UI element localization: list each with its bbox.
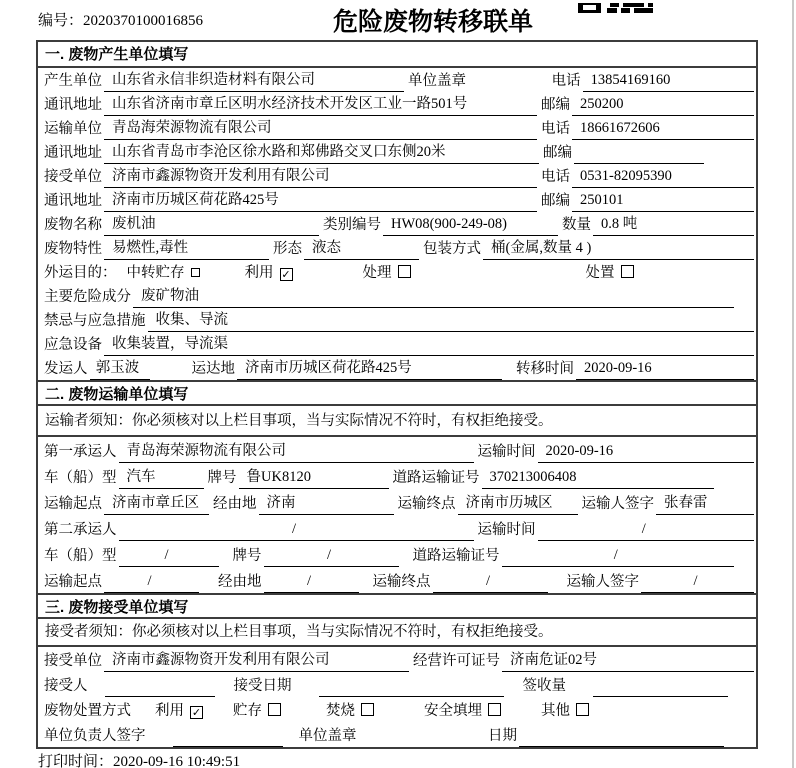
route-origin-label: 运输起点: [44, 496, 102, 512]
road-permit-value: 370213006408: [482, 469, 715, 489]
purpose-option-utilize-label: 利用: [244, 265, 274, 281]
checkbox-dispose: [621, 265, 634, 278]
producer-unit-value: 山东省永信非织造材料有限公司: [104, 68, 404, 92]
producer-zip-value: 250200: [572, 96, 754, 116]
route-dest-label-2: 运输终点: [372, 574, 431, 590]
hazard-component-row: [38, 284, 756, 308]
transporter-zip-value: [574, 161, 704, 164]
second-route-row: [38, 567, 756, 593]
disposal-option-incinerate: [326, 699, 374, 722]
route-dest-value: 济南市历城区: [458, 491, 578, 515]
shipper-row: [38, 356, 756, 380]
transporter-address-label: 通讯地址: [44, 145, 102, 161]
print-time: [38, 750, 240, 768]
vehicle-type-label-2: 车（船）型: [44, 548, 117, 564]
purpose-option-treat-label: 处理: [362, 265, 392, 281]
waste-name-value: 废机油: [104, 212, 319, 236]
carrier-sign-label-2: 运输人签字: [566, 574, 639, 590]
carrier-sign-label: 运输人签字: [581, 496, 654, 512]
destination-value: 济南市历城区荷花路425号: [237, 356, 502, 380]
transporter-address-row: [38, 140, 756, 164]
receiver-notice: 接受者须知：你必须核对以上栏目事项，当与实际情况不符时，有权拒绝接受。: [38, 619, 756, 647]
section-producer-title: 一. 废物产生单位填写: [38, 42, 756, 68]
route-via-label: 经由地: [213, 496, 257, 512]
purpose-option-dispose-label: 处置: [585, 265, 615, 281]
purpose-option-utilize: [245, 261, 293, 284]
section-transporter-title: 二. 废物运输单位填写: [38, 380, 756, 406]
disposal-option-incinerate-label: 焚烧: [326, 703, 355, 719]
transporter-phone-value: 18661672606: [572, 120, 754, 140]
section-producer: [38, 42, 756, 380]
license-value: 济南危证02号: [502, 648, 754, 672]
route-dest-value-2: /: [433, 573, 548, 593]
road-permit-label: 道路运输证号: [392, 470, 480, 486]
recipient-value: [105, 694, 215, 697]
disposal-option-store-label: 贮存: [233, 703, 262, 719]
route-via-value: 济南: [259, 491, 394, 515]
transporter-unit-value: 青岛海荣源物流有限公司: [104, 116, 537, 140]
responsible-sign-row: [38, 722, 756, 747]
carrier-sign-value-2: /: [641, 573, 754, 593]
disposal-option-landfill: [424, 699, 501, 722]
producer-address-label: 通讯地址: [44, 97, 102, 113]
disposal-option-utilize-label: 利用: [155, 703, 184, 719]
doc-number-value: 2020370100016856: [83, 13, 204, 29]
route-origin-value-2: /: [104, 573, 199, 593]
first-carrier-label: 第一承运人: [44, 444, 117, 460]
disposal-option-store: [233, 699, 281, 722]
responsible-sign-label: 单位负责人签字: [44, 728, 146, 744]
checkbox-storage: [191, 268, 200, 277]
receiver-address-value: 济南市历城区荷花路425号: [104, 188, 537, 212]
section-transporter: [38, 380, 756, 593]
packaging-value: 桶(金属,数量 4 ): [483, 236, 754, 260]
contraindication-value: 收集、导流: [148, 308, 755, 332]
checkbox-disposal-incinerate: [361, 703, 374, 716]
disposal-option-utilize: [155, 699, 203, 722]
checkbox-treat: [398, 265, 411, 278]
date-label: 日期: [488, 728, 517, 744]
unit-seal-label: 单位盖章: [408, 73, 466, 89]
doc-number-label: 编号：: [38, 13, 84, 29]
disposal-option-other-label: 其他: [541, 703, 570, 719]
checkbox-disposal-store: [268, 703, 281, 716]
plate-number-label: 牌号: [207, 470, 237, 486]
route-origin-value: 济南市章丘区: [104, 491, 209, 515]
waste-name-label: 废物名称: [44, 217, 102, 233]
contraindication-row: [38, 308, 756, 332]
plate-number-value: 鲁UK8120: [239, 465, 389, 489]
characteristics-value: 易燃性,毒性: [104, 236, 269, 260]
emergency-equipment-value: 收集装置，导流渠: [104, 332, 754, 356]
license-label: 经营许可证号: [413, 653, 500, 669]
producer-address-value: 山东省济南市章丘区明水经济技术开发区工业一路501号: [104, 92, 537, 116]
producer-phone-label: 电话: [551, 73, 581, 89]
receiver-unit-label: 接受单位: [44, 169, 102, 185]
unit-seal-label-2: 单位盖章: [298, 728, 357, 744]
emergency-equipment-label: 应急设备: [44, 337, 102, 353]
second-carrier-row: [38, 515, 756, 541]
characteristics-label: 废物特性: [44, 241, 102, 257]
destination-label: 运达地: [191, 361, 235, 377]
first-vehicle-row: [38, 463, 756, 489]
receiver-zip-value: 250101: [572, 192, 754, 212]
receiver-address-label: 通讯地址: [44, 193, 102, 209]
second-carrier-value: /: [119, 521, 474, 541]
transporter-address-value: 山东省青岛市李沧区徐水路和郑佛路交叉口东侧20米: [104, 140, 539, 164]
vehicle-type-value-2: /: [119, 547, 219, 567]
checkbox-disposal-utilize: ✓: [191, 707, 202, 719]
second-carrier-label: 第二承运人: [44, 522, 117, 538]
transfer-time-label: 转移时间: [516, 361, 574, 377]
contraindication-label: 禁忌与应急措施: [44, 313, 146, 329]
disposal-option-landfill-label: 安全填埋: [424, 703, 482, 719]
waste-name-row: [38, 212, 756, 236]
print-time-label: 打印时间：: [38, 754, 114, 768]
disposal-method-row: [38, 697, 756, 722]
transfer-purpose-label: 外运目的：: [44, 265, 117, 281]
second-carrier-time-value: /: [538, 521, 755, 541]
qr-code-fragment-icon: [578, 0, 653, 18]
producer-zip-label: 邮编: [541, 97, 570, 113]
receiving-unit-label: 接受单位: [44, 653, 102, 669]
received-qty-label: 签收量: [522, 678, 566, 694]
form-value: 液态: [304, 236, 419, 260]
transport-time-label: 运输时间: [477, 444, 536, 460]
manifest-form-table: [36, 40, 758, 749]
receiver-address-row: [38, 188, 756, 212]
route-origin-label-2: 运输起点: [44, 574, 102, 590]
date-value: [519, 744, 724, 747]
producer-phone-value: 13854169160: [583, 72, 754, 92]
road-permit-value-2: /: [502, 547, 735, 567]
plate-number-value-2: /: [264, 547, 399, 567]
checkbox-disposal-other: [576, 703, 589, 716]
producer-address-row: [38, 92, 756, 116]
purpose-option-treat: [363, 261, 411, 284]
transporter-zip-label: 邮编: [543, 145, 572, 161]
disposal-option-other: [541, 699, 589, 722]
hazard-component-label: 主要危险成分: [44, 289, 131, 305]
received-qty-value: [593, 694, 728, 697]
page-title: 危险废物转移联单: [333, 8, 534, 36]
print-time-value: 2020-09-16 10:49:51: [113, 754, 241, 768]
transporter-phone-label: 电话: [541, 121, 570, 137]
route-via-value-2: /: [264, 573, 359, 593]
receiver-phone-value: 0531-82095390: [572, 168, 754, 188]
road-permit-label-2: 道路运输证号: [412, 548, 500, 564]
transfer-purpose-row: [38, 260, 756, 284]
receive-date-value: [319, 694, 504, 697]
form-label: 形态: [273, 241, 302, 257]
producer-unit-row: [38, 68, 756, 92]
recipient-row: [38, 672, 756, 697]
first-carrier-row: [38, 437, 756, 463]
packaging-label: 包装方式: [423, 241, 481, 257]
transporter-notice: 运输者须知：你必须核对以上栏目事项，当与实际情况不符时，有权拒绝接受。: [38, 406, 756, 437]
quantity-label: 数量: [562, 217, 591, 233]
recipient-label: 接受人: [44, 678, 88, 694]
checkbox-utilize: ✓: [281, 269, 291, 281]
category-code-value: HW08(900-249-08): [383, 216, 558, 236]
second-vehicle-row: [38, 541, 756, 567]
route-dest-label: 运输终点: [397, 496, 456, 512]
purpose-option-dispose: [586, 261, 634, 284]
category-code-label: 类别编号: [323, 217, 381, 233]
receiver-phone-label: 电话: [541, 169, 570, 185]
transporter-unit-row: [38, 116, 756, 140]
section-receiver-title: 三. 废物接受单位填写: [38, 593, 756, 619]
purpose-option-storage: [127, 261, 200, 284]
doc-number: [38, 9, 203, 30]
transfer-time-value: 2020-09-16: [576, 360, 754, 380]
shipper-label: 发运人: [44, 361, 88, 377]
checkbox-disposal-landfill: [488, 703, 501, 716]
vehicle-type-value: 汽车: [119, 465, 204, 489]
disposal-method-label: 废物处置方式: [44, 703, 131, 719]
receive-date-label: 接受日期: [233, 678, 292, 694]
first-carrier-value: 青岛海荣源物流有限公司: [119, 439, 474, 463]
quantity-value: 0.8 吨: [593, 212, 754, 236]
first-carrier-time-value: 2020-09-16: [538, 443, 755, 463]
transporter-unit-label: 运输单位: [44, 121, 102, 137]
carrier-sign-value: 张春雷: [656, 491, 754, 515]
receiver-unit-row: [38, 164, 756, 188]
receiver-unit-value: 济南市鑫源物资开发利用有限公司: [104, 164, 537, 188]
transport-time-label-2: 运输时间: [477, 522, 536, 538]
shipper-value: 郭玉波: [90, 356, 150, 380]
receiving-unit-row: [38, 647, 756, 672]
receiver-zip-label: 邮编: [541, 193, 570, 209]
first-route-row: [38, 489, 756, 515]
emergency-equipment-row: [38, 332, 756, 356]
vehicle-type-label: 车（船）型: [44, 470, 117, 486]
hazard-component-value: 废矿物油: [133, 284, 734, 308]
route-via-label-2: 经由地: [218, 574, 262, 590]
receiving-unit-value: 济南市鑫源物资开发利用有限公司: [104, 648, 409, 672]
purpose-option-storage-label: 中转贮存: [126, 265, 185, 281]
producer-unit-label: 产生单位: [44, 73, 102, 89]
responsible-sign-value: [173, 744, 283, 747]
section-receiver: [38, 593, 756, 747]
plate-number-label-2: 牌号: [232, 548, 262, 564]
waste-characteristics-row: [38, 236, 756, 260]
page-edge-line: [792, 0, 794, 768]
